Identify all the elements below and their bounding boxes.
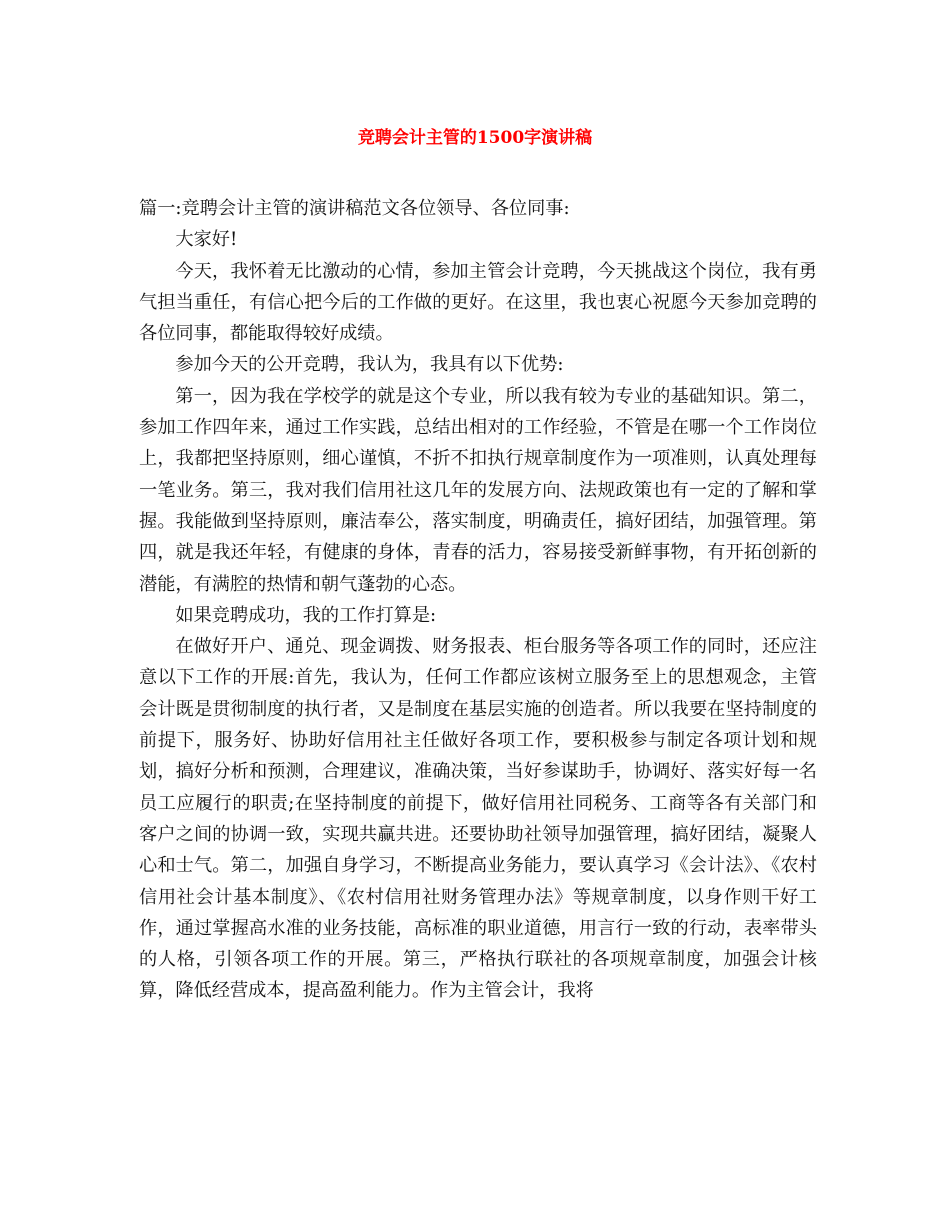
paragraph-plan-lead: 如果竞聘成功，我的工作打算是: [175,604,437,626]
paragraph-plan: 在做好开户、通兑、现金调拨、财务报表、柜台服务等各项工作的同时，还应注意以下工作的开展:首先，我认为，任何工作都应该树立服务至上的思想观念，主管会计既是贯彻制度的执行者，又是制度在基层实施的创造者。所以我要在坚持制度的前提下，服务好、协助好信用社主任做好各项工作，要积极参与制定各项计划和规划，搞好分析和预测，合理建议，准确决策，当好参谋助手，协调好、落实好每一名员工应履行的职责;在坚持制度的前提下，做好信用社同税务、工商等各有关部门和客户之间的协调一致，实现共赢共进。还要协助社领导加强管理，搞好团结，凝聚人心和士气。第二，加强自身学习，不断提高业务能力，要认真学习《会计法》、《农村信用社会计基本制度》、《农村信用社财务管理办法》等规章制度，以身作则干好工作，通过掌握高水准的业务技能，高标准的职业道德，用言行一致的行动，表率带头的人格，引领各项工作的开展。第三，严格执行联社的各项规章制度，加强会计核算，降低经营成本，提高盈利能力。作为主管会计，我将 [139,636,817,1002]
document-body [139,193,817,1007]
paragraph-greeting: 大家好! [175,229,238,251]
paragraph-advantages: 第一，因为我在学校学的就是这个专业，所以我有较为专业的基础知识。第二，参加工作四年来，通过工作实践，总结出相对的工作经验，不管是在哪一个工作岗位上，我都把坚持原则，细心谨慎，不折不扣执行规章制度作为一项准则，认真处理每一笔业务。第三，我对我们信用社这几年的发展方向、法规政策也有一定的了解和掌握。我能做到坚持原则，廉洁奉公，落实制度，明确责任，搞好团结，加强管理。第四，就是我还年轻，有健康的身体，青春的活力，容易接受新鲜事物，有开拓创新的潜能，有满腔的热情和朝气蓬勃的心态。 [139,385,817,595]
paragraph-advantages-lead: 参加今天的公开竞聘，我认为，我具有以下优势: [175,354,564,376]
paragraph-intro: 篇一:竞聘会计主管的演讲稿范文各位领导、各位同事: [139,198,570,219]
document-title: 竞聘会计主管的1500字演讲稿 [357,128,593,148]
paragraph-opening: 今天，我怀着无比激动的心情，参加主管会计竞聘，今天挑战这个岗位，我有勇气担当重任，有信心把今后的工作做的更好。在这里，我也衷心祝愿今天参加竞聘的各位同事，都能取得较好成绩。 [139,260,817,345]
